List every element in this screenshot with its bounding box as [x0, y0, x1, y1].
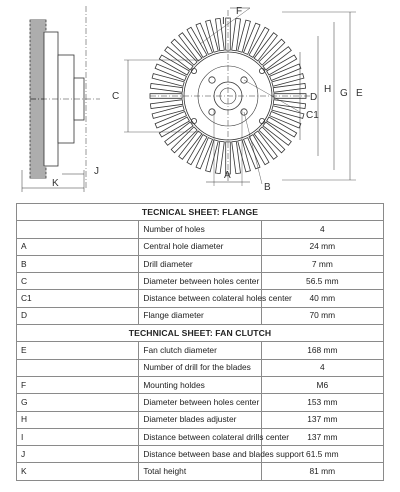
fin — [30, 92, 46, 94]
table-row — [17, 446, 384, 463]
row-value: 4 — [261, 359, 383, 376]
label-c: C — [112, 91, 120, 102]
fin — [30, 116, 46, 118]
fin — [30, 172, 46, 174]
technical-sheet-table — [16, 203, 384, 481]
fin — [30, 160, 46, 162]
row-value: 56.5 mm — [261, 273, 383, 290]
label-a: A — [224, 170, 231, 181]
fin — [30, 152, 46, 154]
row-code: F — [17, 376, 139, 393]
fin — [30, 60, 46, 62]
fin — [30, 28, 46, 30]
row-description: Distance between colateral drills center — [139, 428, 261, 445]
row-value: 81 mm — [261, 463, 383, 480]
fin — [30, 32, 46, 34]
row-value: M6 — [261, 376, 383, 393]
row-value: 4 — [261, 221, 383, 238]
row-code: J — [17, 446, 139, 463]
row-code: B — [17, 255, 139, 272]
fin — [30, 128, 46, 130]
row-description: Number of drill for the blades — [139, 359, 261, 376]
fin — [30, 140, 46, 142]
fan-clutch-section-header — [17, 325, 384, 342]
fin — [30, 104, 46, 106]
fin — [30, 100, 46, 102]
row-code: C1 — [17, 290, 139, 307]
label-f: F — [236, 6, 243, 17]
row-value: 24 mm — [261, 238, 383, 255]
section-title: TECNICAL SHEET: FLANGE — [17, 204, 384, 221]
fin — [30, 164, 46, 166]
fin — [30, 176, 46, 178]
row-value: 61.5 mm — [261, 446, 383, 463]
fin — [30, 132, 46, 134]
row-code: G — [17, 394, 139, 411]
table-row — [17, 463, 384, 480]
row-description: Flange diameter — [139, 307, 261, 324]
row-code — [17, 359, 139, 376]
fin — [30, 156, 46, 158]
row-description: Distance between colateral holes center — [139, 290, 261, 307]
fin — [30, 36, 46, 38]
table-row — [17, 394, 384, 411]
fin — [30, 96, 46, 98]
row-code: C — [17, 273, 139, 290]
fin — [30, 76, 46, 78]
table-row — [17, 359, 384, 376]
fin — [30, 44, 46, 46]
row-value: 137 mm — [261, 428, 383, 445]
row-value: 7 mm — [261, 255, 383, 272]
label-g: G — [340, 88, 348, 99]
fin — [30, 88, 46, 90]
row-code: E — [17, 342, 139, 359]
fin — [30, 136, 46, 138]
label-h: H — [324, 84, 332, 95]
front-view — [124, 8, 356, 186]
fin — [30, 108, 46, 110]
flange-section-header — [17, 204, 384, 221]
label-c1: C1 — [306, 110, 319, 121]
label-d: D — [310, 92, 318, 103]
row-description: Total height — [139, 463, 261, 480]
side-view — [22, 6, 100, 192]
fin — [30, 72, 46, 74]
fin — [30, 80, 46, 82]
label-e: E — [356, 88, 363, 99]
label-b: B — [264, 182, 271, 193]
label-k: K — [52, 178, 59, 189]
row-description: Mounting holdes — [139, 376, 261, 393]
section-title: TECHNICAL SHEET: FAN CLUTCH — [17, 325, 384, 342]
row-description: Diameter between holes center — [139, 273, 261, 290]
row-value: 137 mm — [261, 411, 383, 428]
fin — [30, 64, 46, 66]
fin — [30, 112, 46, 114]
fin — [30, 40, 46, 42]
row-description: Diameter blades adjuster — [139, 411, 261, 428]
table-row — [17, 221, 384, 238]
fin — [30, 120, 46, 122]
row-code: D — [17, 307, 139, 324]
table-row — [17, 342, 384, 359]
row-description: Distance between base and blades support — [139, 446, 261, 463]
technical-drawing — [0, 0, 400, 196]
row-description: Fan clutch diameter — [139, 342, 261, 359]
row-description: Central hole diameter — [139, 238, 261, 255]
label-j: J — [94, 166, 99, 177]
table-row — [17, 255, 384, 272]
fin — [30, 168, 46, 170]
table-row — [17, 376, 384, 393]
row-description: Drill diameter — [139, 255, 261, 272]
row-code: K — [17, 463, 139, 480]
table-row — [17, 411, 384, 428]
fin — [30, 52, 46, 54]
fin — [30, 124, 46, 126]
row-value: 168 mm — [261, 342, 383, 359]
row-description: Diameter between holes center — [139, 394, 261, 411]
table-row — [17, 290, 384, 307]
fin — [30, 84, 46, 86]
fin — [30, 48, 46, 50]
row-code — [17, 221, 139, 238]
fin — [30, 20, 46, 22]
row-code: H — [17, 411, 139, 428]
table-row — [17, 273, 384, 290]
row-value: 153 mm — [261, 394, 383, 411]
fin — [30, 68, 46, 70]
table-row — [17, 428, 384, 445]
row-code: I — [17, 428, 139, 445]
row-description: Number of holes — [139, 221, 261, 238]
table-row — [17, 238, 384, 255]
row-value: 70 mm — [261, 307, 383, 324]
fin — [30, 56, 46, 58]
label-i: I — [222, 16, 225, 27]
fin — [30, 148, 46, 150]
fin — [30, 24, 46, 26]
row-code: A — [17, 238, 139, 255]
fin — [30, 144, 46, 146]
table-row — [17, 307, 384, 324]
row-value: 40 mm — [261, 290, 383, 307]
